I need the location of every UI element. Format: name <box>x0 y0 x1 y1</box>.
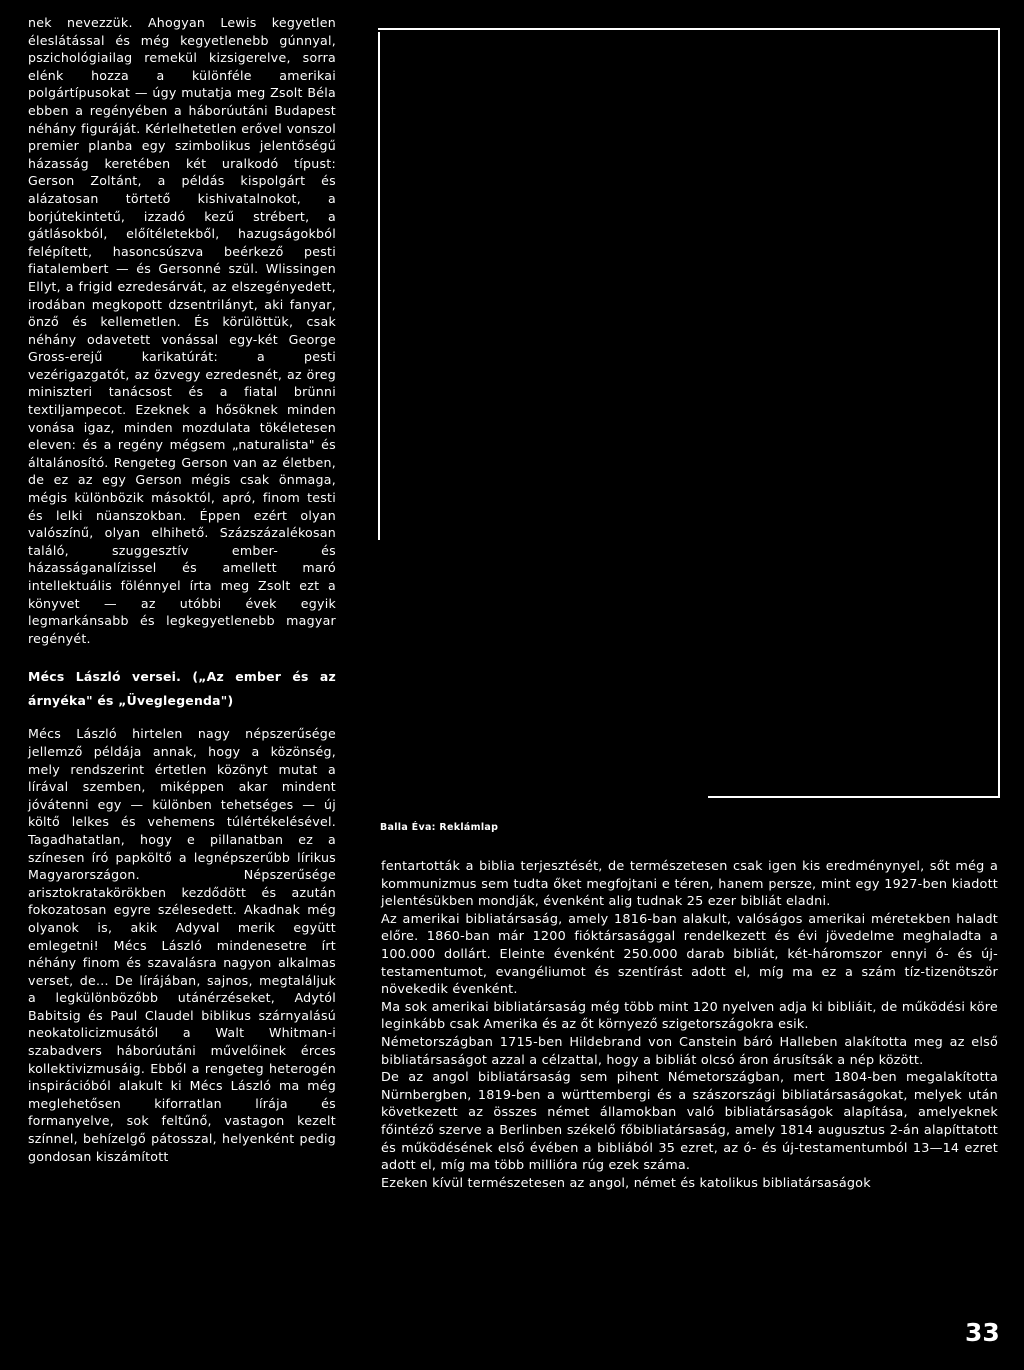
right-paragraph-5: De az angol bibliatársaság sem pihent Németországban, mert 1804-ben megalakította Nürnbergben, 1819-ben a württembergi és a szászországi bibliatársaságokat, melyek után következett az összes német államokban való bibliatársaságok alapítása, amelyeknek főintéző szerve a Berlinben székelő főbibliatársaság, amely 1814 augusztus 2-án alapíttatott és működésének első évében a bibliából 35 ezret, az ó- és új-testamentumból 13—14 ezret adott el, míg ma több millióra rúg ezek száma. <box>381 1070 998 1174</box>
left-paragraph-2: Mécs László hirtelen nagy népszerűsége jellemző példája annak, hogy a közönség, mely rendszerint értetlen közönyt mutat a lírával szemben, miképpen akar mindent jóvátenni egy — különben tehetséges — új költő lelkes és vehemens túlértékelésével. Tagadhatatlan, hogy e pillanatban ez a színesen író papköltő a legnépszerűbb lírikus Magyarországon. Népszerűsége arisztokratakörökben kezdődött és azután fokozatosan egyre szélesedett. Akadnak még olyanok is, akik Adyval merik együtt emlegetni! Mécs László mindenesetre írt néhány finom és szavalásra nagyon alkalmas verset, de... De lírájában, sajnos, megtaláljuk a legkülönbözőbb utánérzéseket, Adytól Babitsig és Paul Claudel biblikus szárnyalású neokatolicizmusától a Walt Whitman-i szabadvers háborúutáni művelőinek érces kollektivizmusáig. Ebből a rengeteg heterogén inspirációból alakult ki Mécs László ma még meglehetősen kiforratlan lírája és formanyelve, sok feltűnő, vastagon kezelt színnel, behízelgő pátosszal, helyenként pedig gondosan kiszámított <box>28 726 336 1164</box>
frame-bottom-line <box>708 796 998 798</box>
section-heading: Mécs László versei. („Az ember és az árnyéka" és „Üveglegenda") <box>28 669 336 709</box>
frame-right-line <box>998 28 1000 798</box>
frame-top-line <box>378 28 998 30</box>
right-paragraph-3: Ma sok amerikai bibliatársaság még több mint 120 nyelven adja ki bibliáit, de működési köre leginkább csak Amerika és az őt környező szigetországokra esik. <box>381 999 998 1033</box>
right-paragraph-6: Ezeken kívül természetesen az angol, német és katolikus bibliatársaságok <box>381 1175 871 1191</box>
right-column <box>381 858 998 1192</box>
illustration-frame <box>378 28 1000 798</box>
left-column <box>28 14 336 1165</box>
frame-left-line <box>378 32 380 540</box>
right-paragraph-2: Az amerikai bibliatársaság, amely 1816-ban alakult, valóságos amerikai méretekben haladt előre. 1860-ban már 1200 fióktársasággal rendelkezett és évi jövedelme meghaladta a 100.000 dollárt. Eleinte évenként 250.000 darab bibliát, két-háromszor ennyi ó- és új-testamentumot, evangéliumot és szentírást adott el, míg ma ez a szám tíz-tizenötször növekedik évenként. <box>381 911 998 998</box>
right-paragraph-4: Németországban 1715-ben Hildebrand von Canstein báró Halleben alakította meg az első bibliatársaságot azzal a célzattal, hogy a bibliát olcsó áron árusítsák a nép között. <box>381 1034 998 1068</box>
right-paragraph-1: fentartották a biblia terjesztését, de természetesen csak igen kis eredménynyel, sőt még a kommunizmus sem tudta őket megfojtani e téren, hanem persze, mint egy 1927-ben kiadott jelentésükben mondják, évenként alig tudnak 25 ezer bibliát eladni. <box>381 859 998 910</box>
image-caption: Balla Éva: Reklámlap <box>380 822 499 833</box>
page-number: 33 <box>965 1318 1000 1347</box>
left-paragraph-1: nek nevezzük. Ahogyan Lewis kegyetlen éleslátással és még kegyetlenebb gúnnyal, pszichológiailag remekül kizsigerelve, sorra elénk hozza a különféle amerikai polgártípusokat — úgy mutatja meg Zsolt Béla ebben a regényében a háborúutáni Budapest néhány figuráját. Kérlelhetetlen erővel vonszol premier planba egy szimbolikus jelentőségű házasság keretében két uralkodó típust: Gerson Zoltánt, a példás kispolgárt és alázatosan törtető kishivatalnokot, a borjútekintetű, izzadó kezű strébert, a gátlásokból, előítéletekből, hazugságokból felépített, hasoncsúszva beérkező pesti fiatalembert — és Gersonné szül. Wlissingen Ellyt, a frigid ezredesárvát, az elszegényedett, irodában megkopott dzsentrilányt, aki fanyar, önző és kellemetlen. És körülöttük, csak néhány odavetett vonással egy-két George Gross-erejű karikatúrát: a pesti vezérigazgatót, az özvegy ezredesnét, az öreg miniszteri tanácsost és a fiatal brünni textiljampecot. Ezeknek a hősöknek minden vonása igaz, minden mozdulata tökéletesen eleven: és a regény mégsem „naturalista" és általánosító. Rengeteg Gerson van az életben, de ez az egy Gerson mégis csak önmaga, mégis különbözik másoktól, apró, finom testi és lelki nüanszokban. Éppen ezért olyan valószínű, olyan elhihető. Százszázalékosan találó, szuggesztív ember- és házasságanalízissel és amellett maró intellektuális fölénnyel írta meg Zsolt ezt a könyvet — az utóbbi évek egyik legmarkánsabb és legkegyetlenebb magyar regényét. <box>28 15 336 646</box>
